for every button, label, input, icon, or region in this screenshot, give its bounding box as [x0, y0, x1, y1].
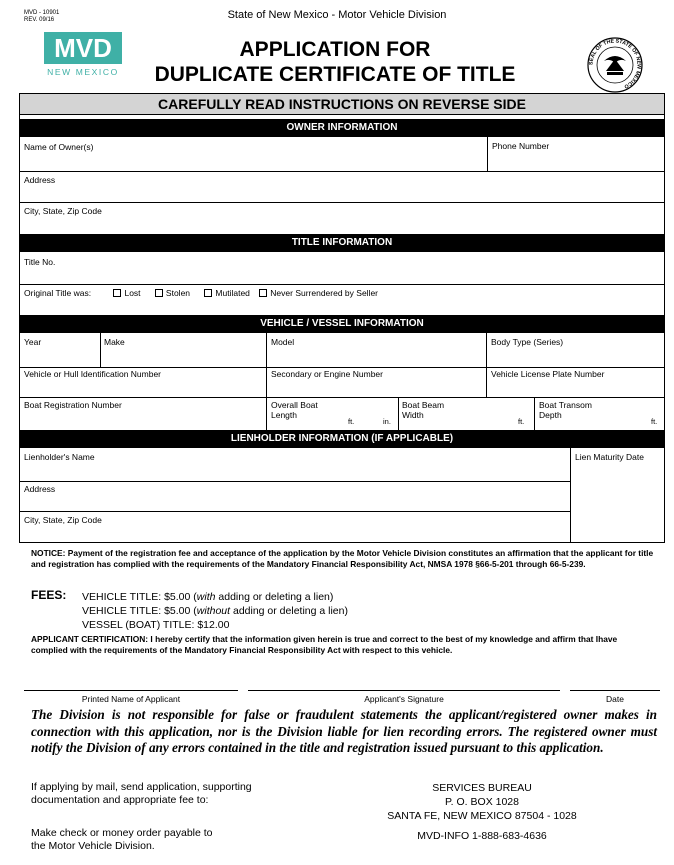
lienholder-address-label: Address [24, 484, 56, 494]
option-lost-label: Lost [124, 288, 141, 298]
owner-city-label: City, State, Zip Code [24, 206, 102, 216]
make-label: Make [104, 337, 125, 347]
plate-number-label: Vehicle License Plate Number [491, 369, 605, 379]
divider [19, 284, 665, 285]
fee-emphasis: with [196, 591, 216, 603]
form-title-line1: APPLICATION FOR [239, 38, 431, 61]
boat-beam-label-line2: Width [402, 410, 424, 420]
year-label: Year [24, 337, 42, 347]
model-label: Model [271, 337, 295, 347]
seal-text: SEAL OF THE STATE OF NEW MEXICO [588, 38, 642, 90]
checkbox-icon[interactable] [259, 289, 267, 297]
owner-section-header: OWNER INFORMATION [19, 119, 665, 137]
agency-name: State of New Mexico - Motor Vehicle Division [227, 9, 447, 21]
payment-line: Make check or money order payable to [31, 827, 213, 839]
boat-length-label-line2: Length [271, 410, 297, 420]
lien-maturity-label: Lien Maturity Date [575, 452, 644, 462]
payment-line: the Motor Vehicle Division. [31, 840, 155, 852]
fee-text: adding or deleting a lien) [215, 591, 334, 603]
ft-unit: ft. [348, 417, 355, 426]
fee-vessel: VESSEL (BOAT) TITLE: $12.00 [82, 619, 230, 631]
title-section-header: TITLE INFORMATION [19, 234, 665, 252]
instructions-banner: CAREFULLY READ INSTRUCTIONS ON REVERSE SIDE [19, 93, 665, 115]
mailing-line: If applying by mail, send application, supporting [31, 781, 252, 793]
option-stolen-label: Stolen [165, 288, 191, 298]
date-line[interactable] [570, 690, 660, 691]
owner-address-label: Address [24, 175, 56, 185]
boat-registration-label: Boat Registration Number [24, 400, 122, 410]
divider [486, 333, 487, 397]
divider [19, 481, 570, 482]
divider [398, 397, 399, 430]
boat-length-label-line1: Overall Boat [271, 400, 318, 410]
date-label: Date [606, 694, 624, 704]
checkbox-icon[interactable] [204, 289, 212, 297]
liability-disclaimer: The Division is not responsible for false or fraudulent statements the applicant/registered owner makes in connection with this application, nor is the Division liable for lien recording errors. The registered owner must notify the Division of any errors contained in the title and registration issued pursuant to this application. [31, 707, 657, 756]
option-never-surrendered-label: Never Surrendered by Seller [270, 288, 379, 298]
signature-line[interactable] [248, 690, 560, 691]
divider [266, 333, 267, 430]
divider [534, 397, 535, 430]
applicant-certification: APPLICANT CERTIFICATION: I hereby certify that the information given herein is true and correct to the best of my knowledge and affirm that Ihave complied with the requirements of the Mandatory Financial Responsibility Act with respect to this vehicle. [31, 634, 618, 656]
checkbox-icon[interactable] [155, 289, 163, 297]
ft-unit: ft. [518, 417, 525, 426]
boat-beam-label [402, 400, 444, 420]
divider [19, 171, 665, 172]
option-lost[interactable] [113, 288, 140, 298]
divider [19, 202, 665, 203]
divider [19, 367, 665, 368]
state-seal-icon [587, 37, 643, 93]
divider [100, 333, 101, 367]
boat-beam-label-line1: Boat Beam [402, 400, 445, 410]
vin-label: Vehicle or Hull Identification Number [24, 369, 162, 379]
fee-emphasis: without [196, 605, 231, 617]
fees-label: FEES: [31, 588, 67, 602]
address-line: P. O. BOX 1028 [445, 796, 519, 808]
vehicle-section-header: VEHICLE / VESSEL INFORMATION [19, 315, 665, 333]
boat-length-label [271, 400, 318, 420]
option-mutilated[interactable] [204, 288, 250, 298]
boat-transom-label-line2: Depth [539, 410, 562, 420]
option-mutilated-label: Mutilated [215, 288, 250, 298]
phone-label: Phone Number [492, 141, 550, 151]
owner-name-label: Name of Owner(s) [24, 142, 94, 152]
form-number: MVD - 10901 [24, 10, 60, 16]
mailing-line: documentation and appropriate fee to: [31, 794, 209, 806]
lienholder-section-header: LIENHOLDER INFORMATION (IF APPLICABLE) [19, 430, 665, 448]
divider [570, 448, 571, 543]
engine-number-label: Secondary or Engine Number [271, 369, 383, 379]
boat-transom-label [539, 400, 592, 420]
divider [19, 397, 665, 398]
lienholder-name-label: Lienholder's Name [24, 452, 95, 462]
form-title [110, 37, 560, 87]
signature-label: Applicant's Signature [364, 694, 444, 704]
original-title-label: Original Title was: [24, 288, 92, 298]
fee-text: VEHICLE TITLE: $5.00 ( [82, 605, 197, 617]
info-phone: MVD-INFO 1-888-683-4636 [417, 830, 547, 842]
printed-name-line[interactable] [24, 690, 238, 691]
lienholder-city-label: City, State, Zip Code [24, 515, 102, 525]
fee-vehicle-without-lien [82, 605, 348, 618]
boat-transom-label-line1: Boat Transom [539, 400, 592, 410]
in-unit: in. [383, 417, 391, 426]
fee-text: VEHICLE TITLE: $5.00 ( [82, 591, 197, 603]
option-never-surrendered[interactable] [259, 288, 378, 298]
fee-vehicle-with-lien [82, 591, 333, 604]
address-line: SANTA FE, NEW MEXICO 87504 - 1028 [387, 810, 577, 822]
divider [487, 137, 488, 171]
title-no-label: Title No. [24, 257, 56, 267]
ft-unit: ft. [651, 417, 658, 426]
divider [19, 511, 570, 512]
body-type-label: Body Type (Series) [491, 337, 564, 347]
checkbox-icon[interactable] [113, 289, 121, 297]
form-title-line2: DUPLICATE CERTIFICATE OF TITLE [154, 63, 516, 86]
printed-name-label: Printed Name of Applicant [81, 694, 181, 704]
option-stolen[interactable] [155, 288, 190, 298]
original-title-options [24, 288, 378, 298]
mvd-logo-text: MVD [44, 32, 122, 64]
fee-text: adding or deleting a lien) [230, 605, 348, 617]
address-line: SERVICES BUREAU [432, 782, 532, 794]
notice-text: NOTICE: Payment of the registration fee and acceptance of the application by the Motor Vehicle Division constitutes an affirmation that the applicant for title and registration has complied with the requirements of the Mandatory Financial Responsibility Act, NMSA 1978 §66-5-201 through 66-5-239. [31, 548, 654, 570]
form-revision: REV. 09/16 [24, 17, 55, 23]
mailing-address [0, 781, 674, 843]
mvd-logo-subtext: NEW MEXICO [47, 67, 119, 77]
